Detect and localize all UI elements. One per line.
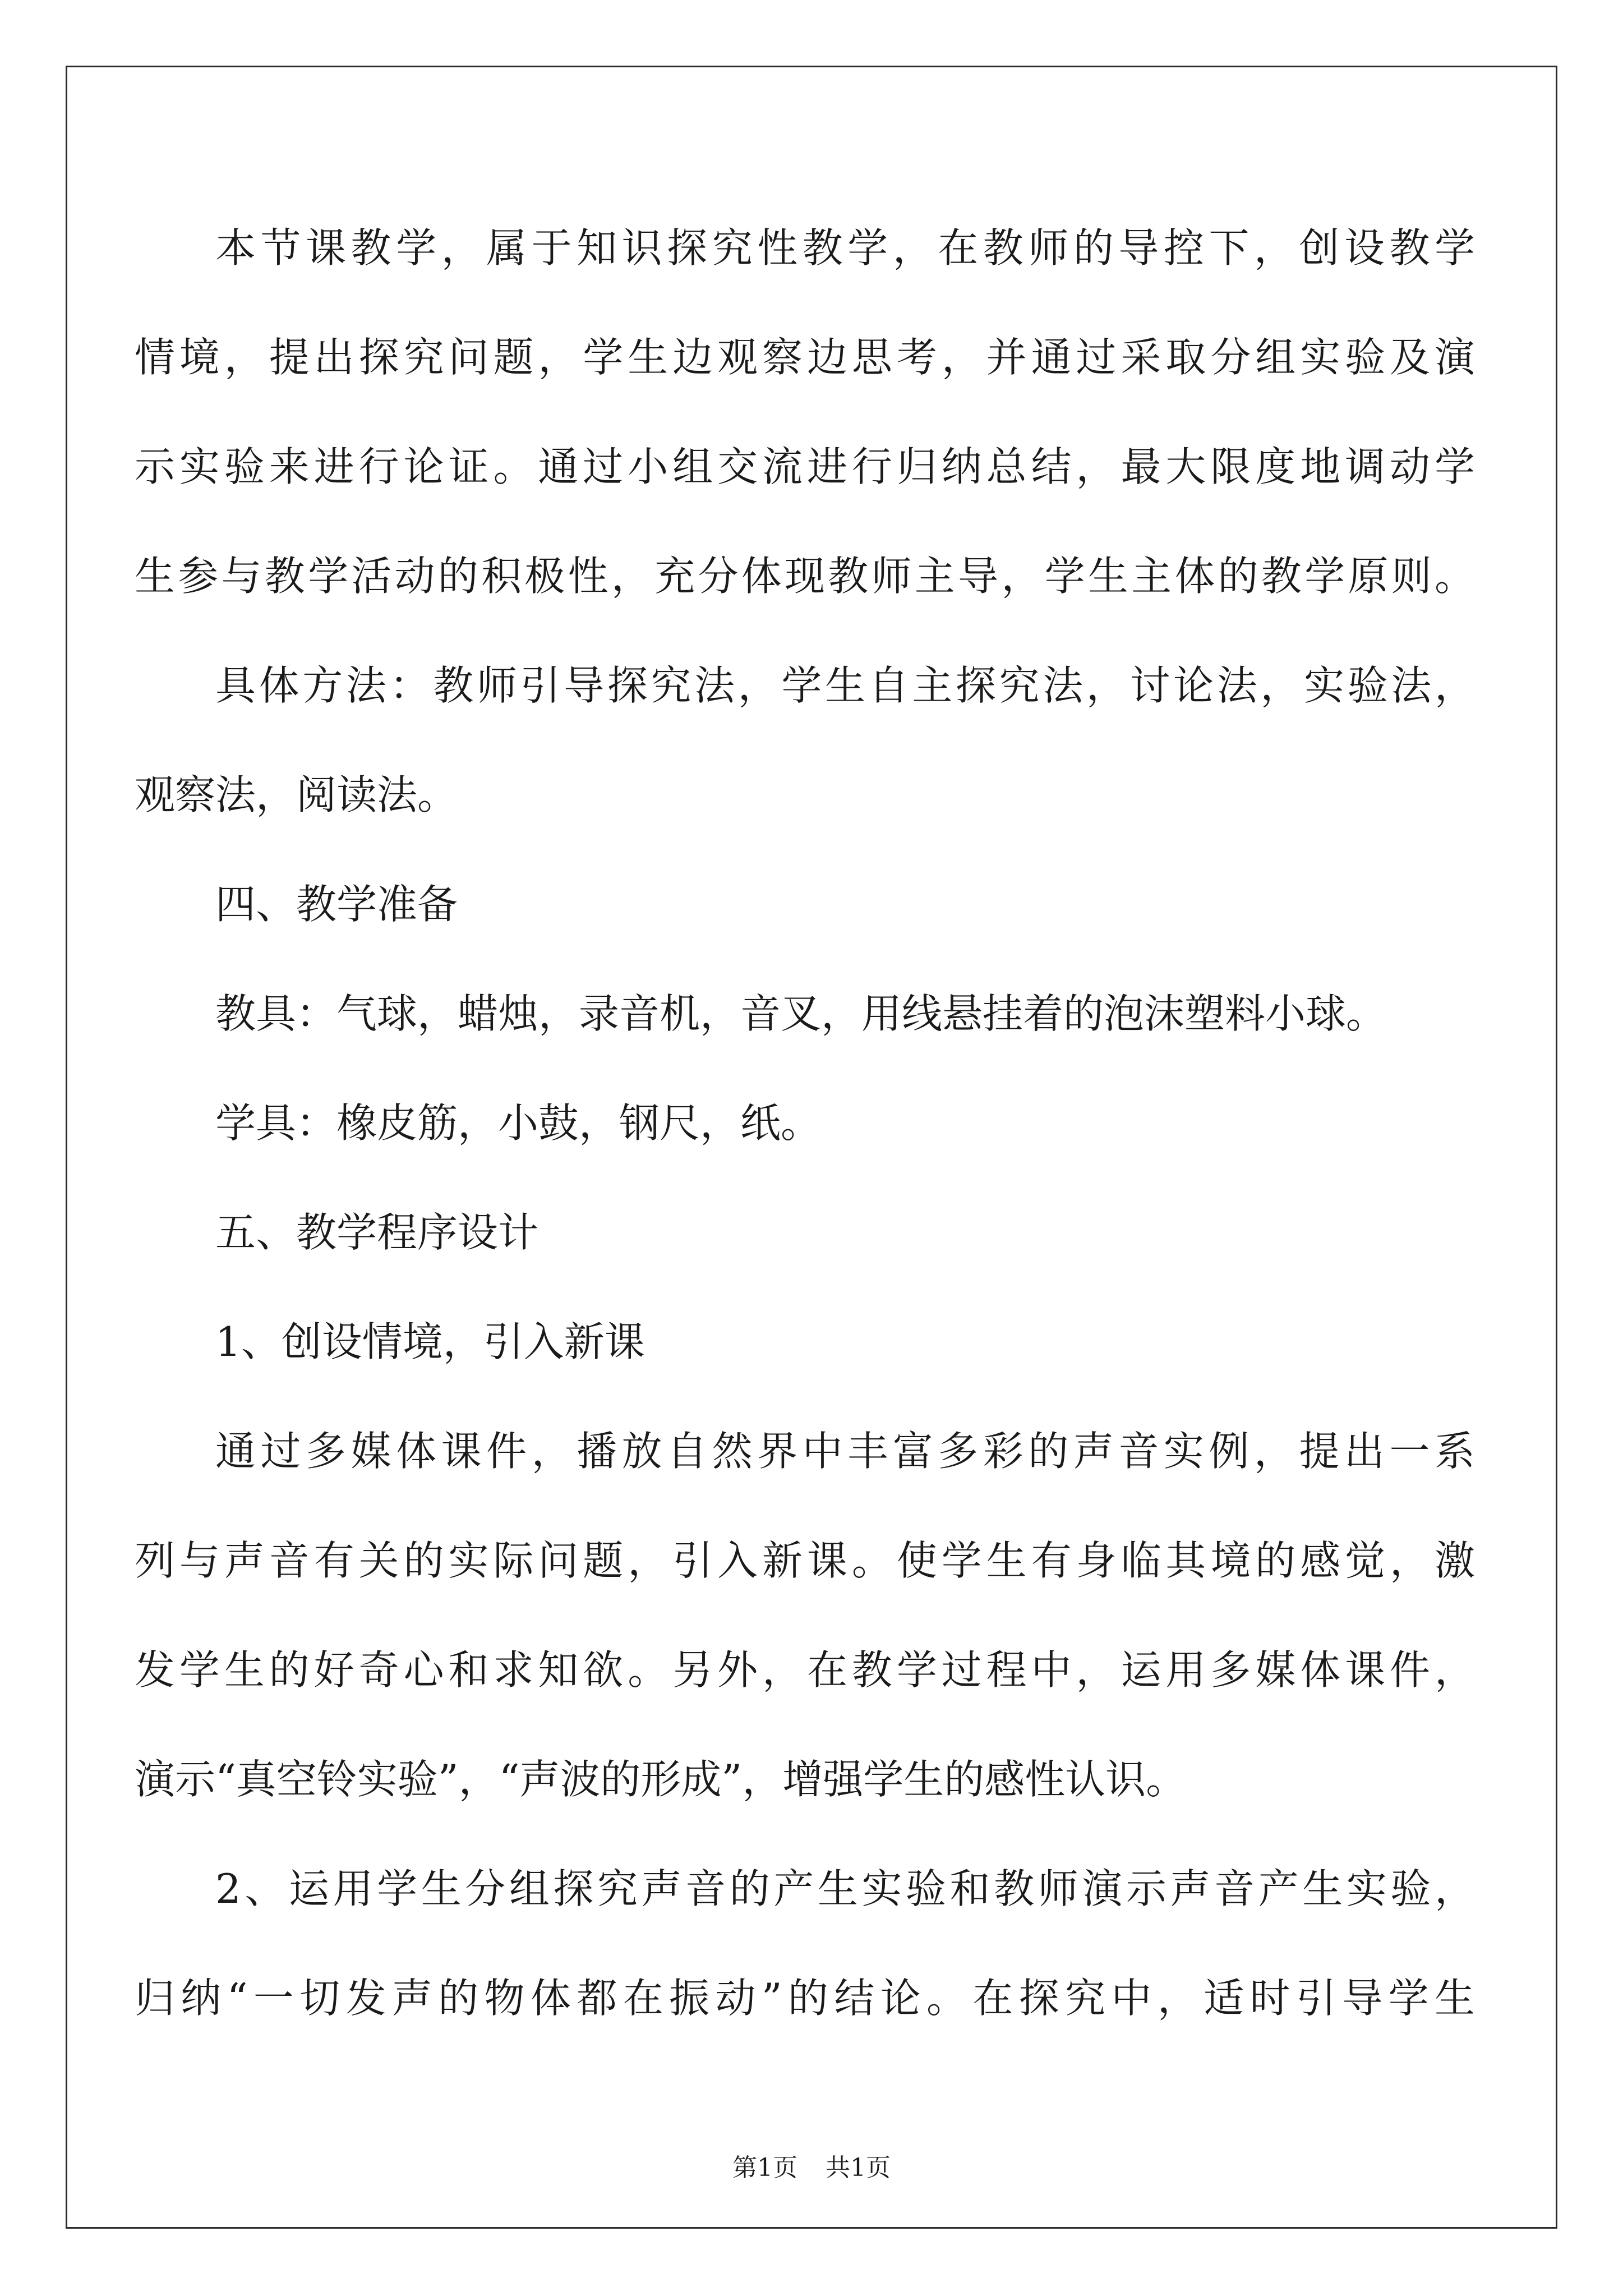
paragraph-line: 本节课教学，属于知识探究性教学，在教师的导控下，创设教学 bbox=[215, 224, 1475, 272]
document-body bbox=[135, 194, 1475, 2053]
paragraph-line: 归纳“一切发声的物体都在振动”的结论。在探究中，适时引导学生 bbox=[135, 1975, 1475, 2022]
paragraph-line: 演示“真空铃实验”，“声波的形成”，增强学生的感性认识。 bbox=[135, 1756, 1187, 1803]
page-total: 共1页 bbox=[826, 2154, 891, 2182]
section-heading: 五、教学程序设计 bbox=[215, 1209, 539, 1256]
paragraph-line: 2、运用学生分组探究声音的产生实验和教师演示声音产生实验， bbox=[215, 1865, 1475, 1912]
paragraph-line: 情境，提出探究问题，学生边观察边思考，并通过采取分组实验及演 bbox=[135, 334, 1475, 381]
page-footer bbox=[0, 2151, 1623, 2185]
subsection-heading: 1、创设情境，引入新课 bbox=[215, 1318, 645, 1365]
paragraph-line: 通过多媒体课件，播放自然界中丰富多彩的声音实例，提出一系 bbox=[215, 1428, 1475, 1475]
paragraph-line: 生参与教学活动的积极性，充分体现教师主导，学生主体的教学原则。 bbox=[135, 553, 1475, 600]
section-heading: 四、教学准备 bbox=[215, 881, 458, 928]
paragraph-line: 教具：气球，蜡烛，录音机，音叉，用线悬挂着的泡沫塑料小球。 bbox=[215, 990, 1387, 1037]
paragraph-line: 列与声音有关的实际问题，引入新课。使学生有身临其境的感觉，激 bbox=[135, 1537, 1475, 1584]
paragraph-line: 观察法，阅读法。 bbox=[135, 771, 458, 818]
paragraph-line: 示实验来进行论证。通过小组交流进行归纳总结，最大限度地调动学 bbox=[135, 443, 1475, 490]
paragraph-line: 发学生的好奇心和求知欲。另外，在教学过程中，运用多媒体课件， bbox=[135, 1646, 1475, 1694]
paragraph-line: 学具：橡皮筋，小鼓，钢尺，纸。 bbox=[215, 1099, 822, 1147]
paragraph-line: 具体方法：教师引导探究法，学生自主探究法，讨论法，实验法， bbox=[215, 662, 1475, 709]
page-number: 第1页 bbox=[732, 2154, 797, 2182]
